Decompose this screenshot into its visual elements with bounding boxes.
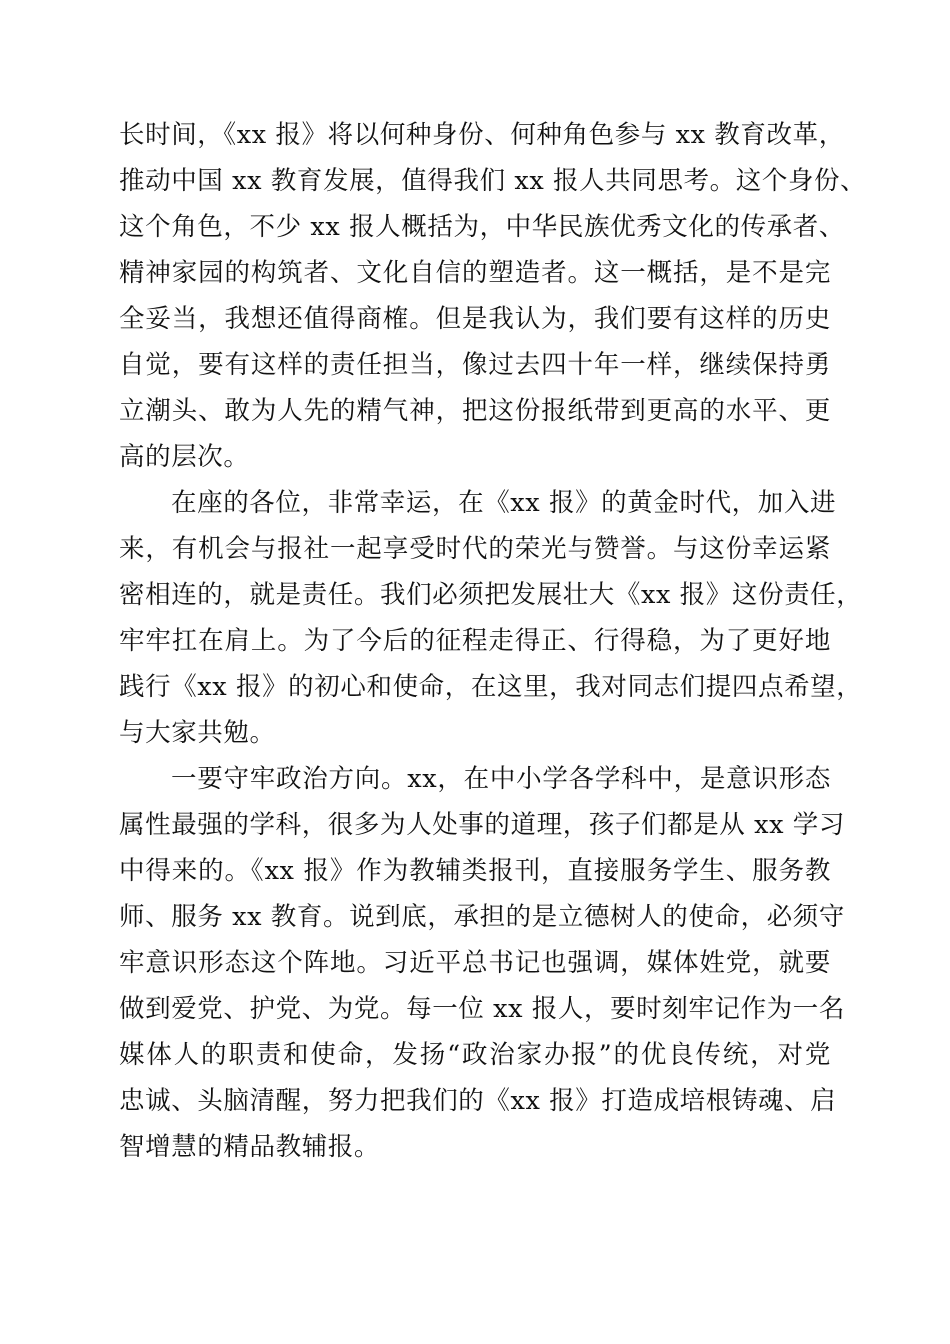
text-line: 推动中国 xx 教育发展，值得我们 xx 报人共同思考。这个身份、 — [119, 166, 867, 196]
text-line: 密相连的，就是责任。我们必须把发展壮大《xx 报》这份责任， — [119, 580, 863, 610]
text-line: 智增慧的精品教辅报。 — [119, 1132, 381, 1162]
text-line: 媒体人的职责和使命，发扬“政治家办报”的优良传统，对党 — [119, 1040, 831, 1070]
paragraph-1 — [119, 112, 867, 480]
paragraph-2 — [119, 480, 863, 756]
text-line: 精神家园的构筑者、文化自信的塑造者。这一概括，是不是完 — [119, 258, 831, 288]
text-line: 做到爱党、护党、为党。每一位 xx 报人，要时刻牢记作为一名 — [119, 994, 845, 1024]
text-line: 自觉，要有这样的责任担当，像过去四十年一样，继续保持勇 — [119, 350, 831, 380]
text-line: 高的层次。 — [119, 442, 250, 472]
paragraph-3 — [119, 756, 845, 1170]
text-line: 属性最强的学科，很多为人处事的道理，孩子们都是从 xx 学习 — [119, 810, 845, 840]
text-line: 牢意识形态这个阵地。习近平总书记也强调，媒体姓党，就要 — [119, 948, 831, 978]
text-line: 与大家共勉。 — [119, 718, 276, 748]
document-body — [119, 112, 867, 1170]
text-line: 中得来的。《xx 报》作为教辅类报刊，直接服务学生、服务教 — [119, 856, 831, 886]
text-line: 长时间，《xx 报》将以何种身份、何种角色参与 xx 教育改革， — [119, 120, 845, 150]
text-line: 在座的各位，非常幸运，在《xx 报》的黄金时代，加入进 — [171, 488, 837, 518]
text-line: 师、服务 xx 教育。说到底，承担的是立德树人的使命，必须守 — [119, 902, 845, 932]
text-line: 忠诚、头脑清醒，努力把我们的《xx 报》打造成培根铸魂、启 — [119, 1086, 837, 1116]
text-line: 践行《xx 报》的初心和使命，在这里，我对同志们提四点希望， — [119, 672, 863, 702]
text-line: 全妥当，我想还值得商榷。但是我认为，我们要有这样的历史 — [119, 304, 831, 334]
text-line: 牢牢扛在肩上。为了今后的征程走得正、行得稳，为了更好地 — [119, 626, 831, 656]
text-line: 来，有机会与报社一起享受时代的荣光与赞誉。与这份幸运紧 — [119, 534, 831, 564]
text-line: 一要守牢政治方向。xx，在中小学各学科中，是意识形态 — [171, 764, 831, 794]
text-line: 这个角色，不少 xx 报人概括为，中华民族优秀文化的传承者、 — [119, 212, 845, 242]
text-line: 立潮头、敢为人先的精气神，把这份报纸带到更高的水平、更 — [119, 396, 831, 426]
